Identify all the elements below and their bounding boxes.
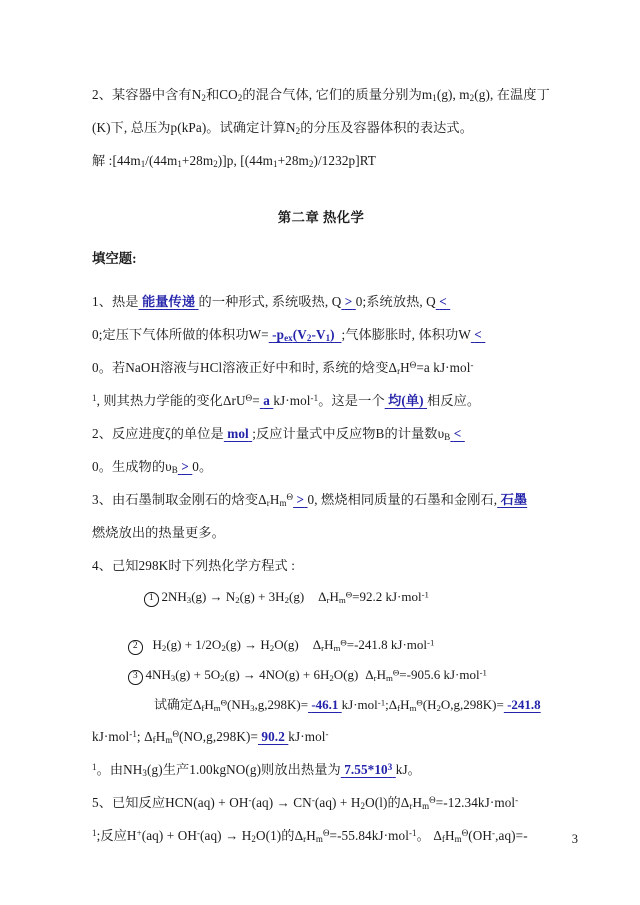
text-run: =-55.84kJ·mol — [329, 828, 409, 843]
text-run: ;反应计量式中反应物B的计量数υ — [252, 426, 445, 441]
subscript: r — [326, 594, 330, 605]
text-run: H — [306, 828, 316, 843]
text-run: (K)下, 总压为p(kPa)。试确定计算N — [92, 120, 296, 135]
answer-text: 能量传递 — [141, 294, 196, 309]
text-run: 。 Δ — [416, 828, 442, 843]
text-run: H — [329, 589, 339, 604]
question-3-line1 — [92, 483, 550, 516]
text-run: 2NH — [161, 589, 187, 604]
text-run: ;气体膨胀时, 体积功W — [341, 327, 471, 342]
text-run: =a kJ·mol — [416, 360, 471, 375]
text-run: 的一种形式, 系统吸热, Q — [198, 294, 342, 309]
chapter-title: 第二章 热化学 — [277, 210, 365, 225]
subscript: f — [397, 702, 401, 713]
answer-text: -V — [311, 327, 326, 342]
superscript: -1 — [427, 637, 435, 648]
equation-2 — [92, 630, 550, 660]
superscript: -1 — [421, 589, 429, 600]
question-4-ask-line3 — [92, 753, 550, 786]
text-run: H — [376, 667, 387, 682]
subscript: 2 — [251, 833, 256, 844]
text-run: H — [445, 828, 455, 843]
superscript: - — [492, 828, 496, 839]
answer-blank — [436, 294, 450, 309]
equation-3 — [92, 660, 550, 690]
question-prev-line1 — [92, 78, 550, 111]
question-5-line2 — [92, 819, 550, 852]
text-run: Δ — [318, 589, 327, 604]
text-run: H — [400, 697, 410, 712]
subscript: 2 — [235, 594, 240, 605]
text-run: 1、热是 — [92, 294, 139, 309]
superscript: Θ — [286, 492, 294, 503]
text-run: 2、反应进度ζ的单位是 — [92, 426, 224, 441]
superscript: -1 — [129, 729, 137, 740]
text-run: ;反应H — [96, 828, 137, 843]
answer-blank — [258, 729, 288, 744]
subscript: B — [444, 431, 451, 442]
subscript: 2 — [360, 800, 366, 811]
text-run: =-12.34kJ·mol — [435, 795, 516, 810]
text-run: =-905.6 kJ·mol — [399, 667, 480, 682]
subscript: 2 — [308, 158, 314, 169]
text-run: H — [204, 697, 214, 712]
answer-blank — [450, 426, 464, 441]
question-1-line3 — [92, 351, 550, 384]
text-run: O,g,298K)= — [440, 697, 504, 712]
text-run: H — [152, 637, 162, 652]
subscript: 3 — [186, 594, 192, 605]
subscript: r — [321, 642, 325, 653]
subscript: m — [409, 702, 417, 713]
text-run: kJ·mol — [273, 393, 311, 408]
superscript: Θ — [340, 637, 347, 648]
section-heading: 填空题: — [92, 251, 137, 266]
text-run: kJ·mol — [288, 729, 326, 744]
text-run: (NO,g,298K)= — [179, 729, 258, 744]
subscript: m — [315, 833, 323, 844]
subscript: m — [165, 734, 173, 745]
question-2-line1 — [92, 417, 550, 450]
subscript: 2 — [237, 92, 243, 103]
text-run: 0;系统放热, Q — [355, 294, 436, 309]
text-run: Δ — [365, 667, 374, 682]
spacer — [92, 233, 550, 243]
superscript: Θ — [429, 795, 436, 806]
answer-text: -p — [272, 327, 285, 342]
answer-blank — [260, 393, 274, 408]
text-run: (NH — [226, 697, 251, 712]
text-run: H — [412, 795, 423, 810]
subscript: r — [409, 800, 413, 811]
answer-text: < — [453, 426, 462, 441]
answer-text: -46.1 — [311, 697, 339, 712]
superscript: Θ — [392, 667, 400, 678]
text-run: H — [324, 637, 334, 652]
answer-text: > — [344, 294, 353, 309]
text-run: kJ。 — [395, 762, 421, 777]
subscript: 2 — [436, 702, 441, 713]
superscript: - — [325, 729, 329, 740]
text-run: 2、某容器中含有N — [92, 87, 202, 102]
subscript: m — [386, 672, 393, 683]
text-run: (H — [422, 697, 437, 712]
text-run: ,aq)=- — [495, 828, 528, 843]
text-run: 0, 燃烧相同质量的石墨和金刚石, — [307, 492, 498, 507]
subscript: 3 — [250, 702, 255, 713]
question-4-ask-line1 — [92, 690, 550, 720]
text-run: 0;定压下气体所做的体积功W= — [92, 327, 269, 342]
answer-blank — [308, 697, 342, 712]
text-run: (aq) + H — [314, 795, 361, 810]
answer-blank — [341, 762, 396, 777]
subscript: m — [422, 800, 430, 811]
page-number: 3 — [571, 832, 578, 846]
text-run: 0。 — [192, 459, 213, 474]
subscript: 2 — [329, 672, 334, 683]
text-run: O(g) — [333, 667, 359, 682]
answer-text: < — [439, 294, 447, 309]
subscript: 2 — [221, 642, 226, 653]
superscript: 3 — [387, 762, 393, 773]
subscript: 1 — [325, 332, 331, 343]
text-run: O(1)的Δ — [255, 828, 304, 843]
text-run: 0。生成物的υ — [92, 459, 172, 474]
superscript: Θ — [416, 697, 423, 708]
question-prev-line2 — [92, 111, 550, 144]
spacer — [92, 612, 550, 630]
subscript: 2 — [213, 158, 218, 169]
text-run: (g) → 4NO(g) + 6H — [224, 667, 330, 682]
text-run: O(l)的Δ — [365, 795, 410, 810]
superscript: -1 — [408, 828, 417, 839]
text-run: (g)生产1.00kgNO(g)则放出热量为 — [147, 762, 341, 777]
text-run: (aq) → CN — [251, 795, 312, 810]
answer-text: -241.8 — [507, 697, 541, 712]
question-4-ask-line2 — [92, 720, 550, 753]
answer-blank — [139, 294, 199, 309]
text-run: 0。若NaOH溶液与HCl溶液正好中和时, 系统的焓变Δ — [92, 360, 398, 375]
subscript: f — [152, 734, 156, 745]
subscript: 1 — [140, 158, 146, 169]
text-run: =-241.8 kJ·mol — [346, 637, 428, 652]
subscript: r — [373, 672, 377, 683]
text-run: ;Δ — [385, 697, 398, 712]
subscript: f — [441, 833, 445, 844]
question-1-line4 — [92, 384, 550, 417]
answer-text: 均(单) — [388, 393, 424, 408]
answer-text: mol — [227, 426, 249, 441]
question-1-line1 — [92, 285, 550, 318]
superscript: Θ — [409, 360, 417, 371]
text-run: 4、己知298K时下列热化学方程式 : — [92, 558, 296, 573]
text-run: (g) → H — [225, 637, 270, 652]
subscript: m — [454, 833, 462, 844]
text-run: /(44m — [145, 153, 178, 168]
text-run: (OH — [468, 828, 493, 843]
subscript: B — [171, 464, 178, 475]
text-run: =92.2 kJ·mol — [352, 589, 422, 604]
text-run: 的混合气体, 它们的质量分别为m — [242, 87, 433, 102]
superscript: Θ — [322, 828, 330, 839]
text-run: 相反应。 — [427, 393, 481, 408]
superscript: Θ — [461, 828, 469, 839]
superscript: - — [196, 828, 201, 839]
superscript: 1 — [92, 762, 97, 773]
subscript: 2 — [269, 642, 275, 653]
answer-blank — [385, 393, 427, 408]
equation-1 — [92, 582, 550, 612]
superscript: -1 — [479, 667, 487, 678]
text-run: 3、由石墨制取金刚石的焓变Δ — [92, 492, 267, 507]
subscript: 2 — [469, 92, 475, 103]
superscript: -1 — [377, 697, 386, 708]
subscript: 2 — [201, 92, 206, 103]
subscript: r — [397, 365, 401, 376]
subscript: m — [279, 497, 287, 508]
question-5-line1 — [92, 786, 550, 819]
superscript: - — [515, 795, 519, 806]
text-run: 。这是一个 — [318, 393, 385, 408]
text-run: ,g,298K)= — [254, 697, 309, 712]
text-run: (g) — [288, 589, 305, 604]
superscript: Θ — [345, 589, 353, 600]
superscript: Θ — [220, 697, 227, 708]
subscript: r — [303, 833, 307, 844]
superscript: - — [311, 795, 315, 806]
text-run: , 则其热力学能的变化ΔrU — [96, 393, 246, 408]
subscript: f — [201, 702, 205, 713]
text-run: H — [400, 360, 410, 375]
subscript: 3 — [142, 767, 148, 778]
question-prev-answer — [92, 144, 550, 177]
subscript: ex — [284, 332, 293, 343]
text-run: +28m — [277, 153, 309, 168]
text-run: (aq) + OH — [141, 828, 197, 843]
answer-blank — [178, 459, 192, 474]
answer-text: ) — [330, 327, 335, 342]
superscript: -1 — [310, 393, 319, 404]
subscript: 2 — [295, 125, 301, 136]
text-run: +28m — [181, 153, 214, 168]
text-run: (g) + 3H — [239, 589, 285, 604]
answer-text: 石墨 — [500, 492, 528, 507]
subscript: 2 — [220, 672, 225, 683]
text-run: )/1232p]RT — [313, 153, 376, 168]
answer-text: < — [474, 327, 482, 342]
subscript: m — [338, 594, 346, 605]
subscript: 1 — [177, 158, 182, 169]
text-run: kJ·mol — [341, 697, 378, 712]
superscript: - — [248, 795, 252, 806]
answer-blank-formula — [269, 327, 342, 342]
text-run: (g) + 1/2O — [166, 637, 222, 652]
text-run: Δ — [312, 637, 322, 652]
subscript: 2 — [284, 594, 289, 605]
question-3-line2 — [92, 516, 550, 549]
question-4-stem — [92, 549, 550, 582]
superscript: 1 — [92, 393, 97, 404]
superscript: - — [470, 360, 474, 371]
text-run: 燃烧放出的热量更多。 — [92, 525, 225, 540]
answer-blank — [293, 492, 307, 507]
text-run: (g) + 5O — [175, 667, 221, 682]
superscript: Θ — [245, 393, 253, 404]
text-run: O(g) — [274, 637, 299, 652]
text-run: ; Δ — [136, 729, 153, 744]
text-run: (g), m — [436, 87, 470, 102]
text-run: H — [269, 492, 280, 507]
subscript: 3 — [170, 672, 176, 683]
answer-text: > — [296, 492, 305, 507]
text-run: 的分压及容器体积的表达式。 — [300, 120, 473, 135]
answer-text: a — [263, 393, 270, 408]
equation-number: 3 — [128, 670, 143, 685]
equation-number: 1 — [144, 592, 159, 607]
text-run: = — [252, 393, 260, 408]
subscript: 2 — [161, 642, 167, 653]
text-run: 5、已知反应HCN(aq) + OH — [92, 795, 249, 810]
subscript: m — [333, 642, 341, 653]
question-2-line2 — [92, 450, 550, 483]
answer-text: 90.2 — [261, 729, 285, 744]
document-body — [92, 78, 550, 852]
answer-text: 7.55*10 — [344, 762, 388, 777]
answer-label: 解 : — [92, 153, 113, 168]
answer-blank — [504, 697, 541, 712]
answer-blank — [341, 294, 355, 309]
answer-blank — [471, 327, 485, 342]
equation-number: 2 — [128, 640, 143, 655]
answer-blank — [497, 492, 527, 507]
subscript: m — [213, 702, 221, 713]
superscript: + — [136, 828, 142, 839]
text-run: 试确定Δ — [154, 697, 202, 712]
subscript: 1 — [432, 92, 437, 103]
text-run: 4NH — [145, 667, 171, 682]
answer-text: (V — [292, 327, 307, 342]
subscript: r — [266, 497, 270, 508]
text-run: H — [155, 729, 166, 744]
text-run: (g), 在温度丁 — [474, 87, 550, 102]
text-run: 。由NH — [96, 762, 143, 777]
question-1-line2 — [92, 318, 550, 351]
subscript: 2 — [306, 332, 312, 343]
text-run: 和CO — [205, 87, 238, 102]
answer-text: > — [181, 459, 189, 474]
spacer — [92, 275, 550, 285]
subscript: 1 — [273, 158, 278, 169]
superscript: 1 — [92, 828, 97, 839]
text-run: )]p, [(44m — [217, 153, 273, 168]
answer-blank — [224, 426, 252, 441]
spacer — [92, 177, 550, 203]
text-run: kJ·mol — [92, 729, 130, 744]
text-run: [44m — [112, 153, 141, 168]
text-run: (g) → N — [191, 589, 236, 604]
text-run: (aq) → H — [200, 828, 252, 843]
superscript: Θ — [172, 729, 180, 740]
